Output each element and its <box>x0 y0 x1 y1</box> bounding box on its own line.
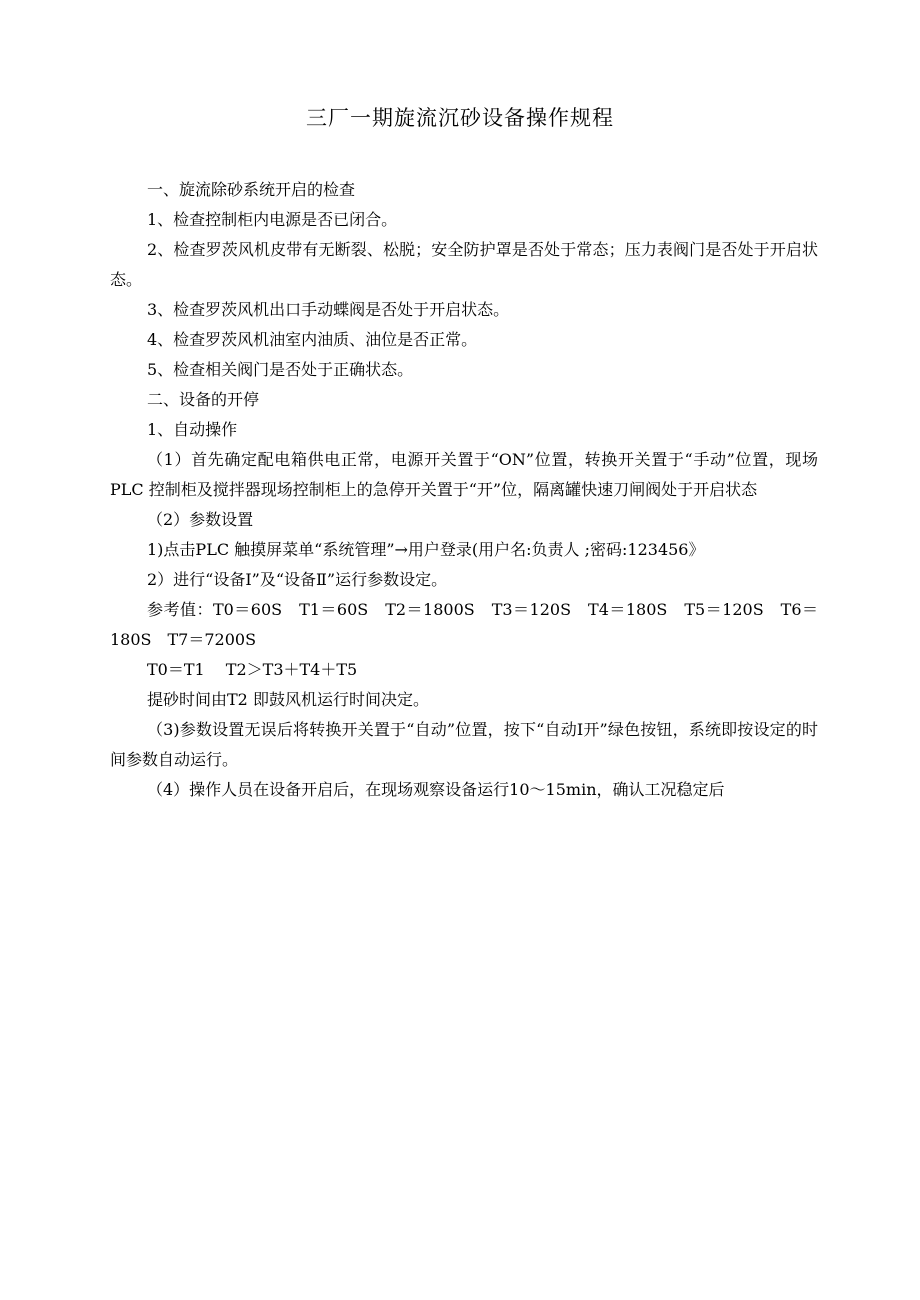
check-item-3: 3、检查罗茨风机出口手动蝶阀是否处于开启状态。 <box>147 300 510 319</box>
sand-lifting-time-note: 提砂时间由T2 即鼓风机运行时间决定。 <box>147 690 429 709</box>
step-2-2-parameter-set: 2）进行“设备Ⅰ”及“设备Ⅱ”运行参数设定。 <box>147 570 448 589</box>
document-body <box>110 175 818 805</box>
check-item-2: 2、检查罗茨风机皮带有无断裂、松脱；安全防护罩是否处于常态；压力表阀门是否处于开启状态。 <box>110 240 818 289</box>
step-3-auto-start: （3)参数设置无误后将转换开关置于“自动”位置，按下“自动Ⅰ开”绿色按钮，系统即按设定的时间参数自动运行。 <box>110 720 818 769</box>
step-1-power-check: （1）首先确定配电箱供电正常，电源开关置于“ON”位置，转换开关置于“手动”位置，现场PLC 控制柜及搅拌器现场控制柜上的急停开关置于“开”位，隔离罐快速刀闸阀处于开启状态 <box>110 450 818 499</box>
section-heading-start-stop: 二、设备的开停 <box>147 390 260 409</box>
timing-relation: T0＝T1 T2＞T3＋T4＋T5 <box>147 660 358 679</box>
subsection-auto-operation: 1、自动操作 <box>147 420 238 439</box>
check-item-5: 5、检查相关阀门是否处于正确状态。 <box>147 360 414 379</box>
document-title: 三厂一期旋流沉砂设备操作规程 <box>306 106 614 130</box>
check-item-1: 1、检查控制柜内电源是否已闭合。 <box>147 210 398 229</box>
step-4-observe: （4）操作人员在设备开启后，在现场观察设备运行10～15min，确认工况稳定后 <box>147 780 725 799</box>
section-heading-startup-check: 一、旋流除砂系统开启的检查 <box>147 180 356 199</box>
step-2-1-login: 1)点击PLC 触摸屏菜单“系统管理”→用户登录(用户名:负责人 ;密码:123456》 <box>147 540 705 559</box>
reference-values: 参考值：T0＝60S T1＝60S T2＝1800S T3＝120S T4＝180S T5＝120S T6＝180S T7＝7200S <box>110 600 818 649</box>
check-item-4: 4、检查罗茨风机油室内油质、油位是否正常。 <box>147 330 478 349</box>
step-2-parameter-setting: （2）参数设置 <box>147 510 254 529</box>
